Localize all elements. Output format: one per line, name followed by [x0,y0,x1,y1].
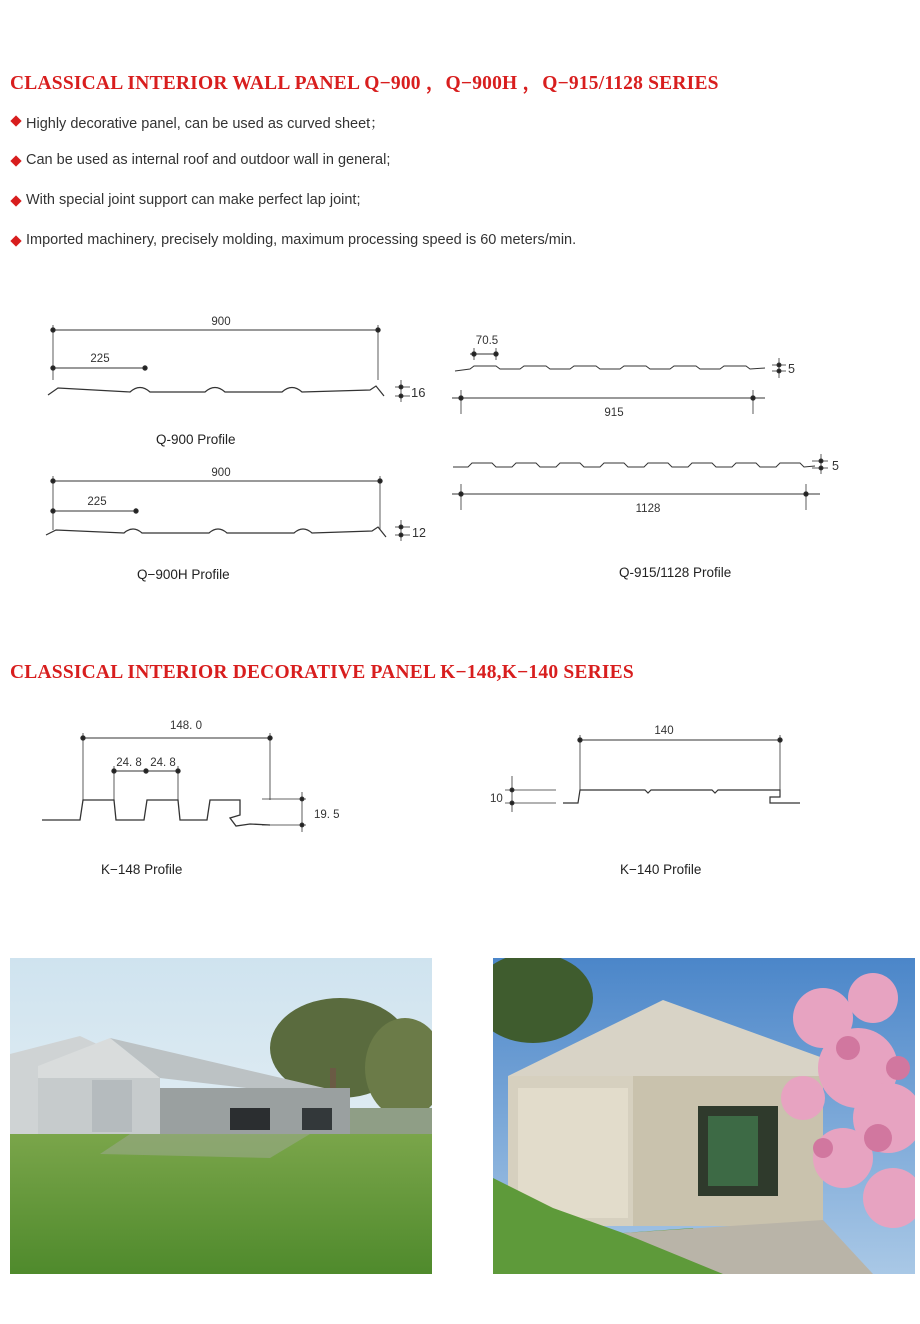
k140-profile-line [563,790,800,803]
q900h-width-label: 900 [211,467,231,479]
q915-drawing [452,335,795,419]
q1128-profile-line [453,463,815,467]
section2-title: CLASSICAL INTERIOR DECORATIVE PANEL K−148,K−140 SERIES [10,662,634,683]
feature-item: Can be used as internal roof and outdoor wall in general; [10,152,576,192]
k148-height-label: 19. 5 [314,809,340,821]
feature-item: With special joint support can make perfect lap joint; [10,192,576,232]
q900h-caption: Q−900H Profile [137,567,230,582]
q1128-drawing [452,454,839,515]
q915-height-label: 5 [788,362,795,376]
k140-caption: K−140 Profile [620,862,702,877]
k148-caption: K−148 Profile [101,862,183,877]
q1128-caption: Q-915/1128 Profile [619,565,732,580]
q900h-height-label: 12 [412,526,426,540]
section1-title: CLASSICAL INTERIOR WALL PANEL Q−900 ，Q−900H ，Q−915/1128 SERIES [10,73,719,94]
k148-width-label: 148. 0 [170,720,202,732]
q915-profile-line [455,366,765,371]
k148-rib2-label: 24. 8 [150,757,176,769]
k140-height-label: 10 [490,793,503,805]
q900h-drawing [46,467,426,541]
q1128-width-label: 1128 [635,503,661,515]
q900-pitch-label: 225 [90,353,110,365]
k148-drawing [42,720,340,832]
feature-item: Imported machinery, precisely molding, maximum processing speed is 60 meters/min. [10,232,576,272]
shed-photo-right [493,958,915,1274]
q900-profile-line [48,386,384,396]
feature-item: Highly decorative panel, can be used as curved sheet； [10,112,576,152]
k140-drawing [490,725,800,812]
k148-rib1-label: 24. 8 [116,757,142,769]
shed-photo-left [10,958,432,1274]
q915-width-label: 915 [604,407,624,419]
q900-width-label: 900 [211,316,231,328]
q915-pitch-label: 70.5 [475,335,499,347]
q900-height-label: 16 [411,385,426,400]
q900-caption: Q-900 Profile [156,432,236,447]
q900-drawing [48,316,425,402]
q1128-height-label: 5 [832,459,839,473]
k140-width-label: 140 [654,725,674,737]
k148-profile-line [42,800,270,826]
q900h-profile-line [46,527,386,537]
q900h-pitch-label: 225 [87,496,107,508]
